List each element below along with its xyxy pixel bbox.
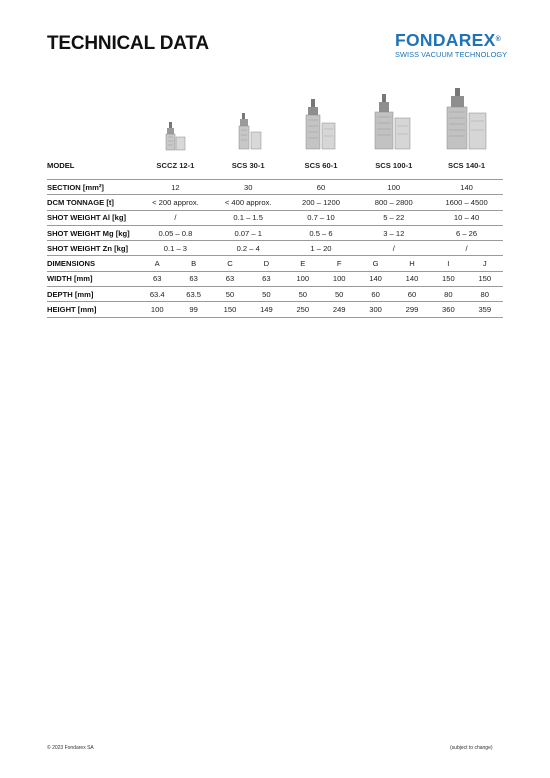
table-cell: B: [175, 256, 211, 271]
table-cell: H: [394, 256, 430, 271]
table-cell: /: [139, 210, 212, 225]
machine-image-scs-100-1: [372, 94, 412, 151]
table-cell: 0.7 – 10: [285, 210, 358, 225]
logo-tagline: SWISS VACUUM TECHNOLOGY: [395, 50, 508, 59]
table-cell: 0.1 – 3: [139, 241, 212, 256]
table-row: [47, 256, 503, 271]
row-label: WIDTH [mm]: [47, 271, 139, 286]
table-cell: C: [212, 256, 248, 271]
table-row: [47, 302, 503, 317]
table-cell: 63: [139, 271, 175, 286]
table-cell: 140: [357, 271, 393, 286]
row-label: DCM TONNAGE [t]: [47, 195, 139, 210]
table-cell: 1600 – 4500: [430, 195, 503, 210]
table-cell: 60: [394, 287, 430, 302]
table-cell: A: [139, 256, 175, 271]
row-label: SHOT WEIGHT Al [kg]: [47, 210, 139, 225]
table-cell: 299: [394, 302, 430, 317]
table-cell: 150: [212, 302, 248, 317]
table-cell: 150: [430, 271, 466, 286]
table-cell: 100: [321, 271, 357, 286]
table-cell: 50: [212, 287, 248, 302]
table-cell: 63: [175, 271, 211, 286]
table-cell: 800 – 2800: [357, 195, 430, 210]
model-name: SCS 60-1: [304, 160, 338, 170]
table-cell: 63.4: [139, 287, 175, 302]
row-label: SECTION [mm²]: [47, 180, 139, 195]
table-cell: 0.2 – 4: [212, 241, 285, 256]
machine-image-sccz-12-1: [163, 122, 187, 152]
table-cell: 100: [357, 180, 430, 195]
table-cell: 200 – 1200: [285, 195, 358, 210]
table-cell: 50: [321, 287, 357, 302]
table-cell: 0.05 – 0.8: [139, 225, 212, 240]
model-name: SCS 100-1: [375, 160, 413, 170]
table-cell: 100: [139, 302, 175, 317]
table-row: [47, 180, 503, 195]
table-row: [47, 210, 503, 225]
table-cell: I: [430, 256, 466, 271]
model-name: SCS 30-1: [231, 160, 265, 170]
copyright-notice: © 2023 Fondarex SA: [47, 745, 94, 751]
table-row: [47, 271, 503, 286]
table-row: [47, 195, 503, 210]
table-cell: 359: [467, 302, 503, 317]
table-cell: 12: [139, 180, 212, 195]
table-cell: 10 – 40: [430, 210, 503, 225]
table-row: [47, 225, 503, 240]
product-images: [0, 0, 550, 160]
table-cell: E: [285, 256, 321, 271]
table-cell: D: [248, 256, 284, 271]
machine-image-scs-30-1: [235, 113, 263, 151]
table-row: [47, 287, 503, 302]
table-cell: 1 – 20: [285, 241, 358, 256]
table-cell: 63.5: [175, 287, 211, 302]
table-cell: 5 – 22: [357, 210, 430, 225]
table-cell: 6 – 26: [430, 225, 503, 240]
machine-image-scs-140-1: [444, 88, 488, 151]
table-row: [47, 241, 503, 256]
table-cell: /: [357, 241, 430, 256]
table-cell: < 400 approx.: [212, 195, 285, 210]
table-cell: 100: [285, 271, 321, 286]
table-cell: 0.5 – 6: [285, 225, 358, 240]
table-cell: 30: [212, 180, 285, 195]
table-cell: 250: [285, 302, 321, 317]
table-cell: 63: [248, 271, 284, 286]
table-cell: 300: [357, 302, 393, 317]
table-cell: 149: [248, 302, 284, 317]
row-label: SHOT WEIGHT Mg [kg]: [47, 225, 139, 240]
table-cell: 80: [467, 287, 503, 302]
table-cell: 360: [430, 302, 466, 317]
row-label: DIMENSIONS: [47, 256, 139, 271]
subject-to-change-note: (subject to change): [450, 745, 493, 751]
table-cell: 3 – 12: [357, 225, 430, 240]
row-label: MODEL: [47, 160, 75, 170]
machine-image-scs-60-1: [303, 99, 337, 151]
table-cell: < 200 approx.: [139, 195, 212, 210]
row-label: DEPTH [mm]: [47, 287, 139, 302]
page-title: TECHNICAL DATA: [47, 33, 209, 54]
table-cell: 0.1 – 1.5: [212, 210, 285, 225]
row-label: HEIGHT [mm]: [47, 302, 139, 317]
table-cell: G: [357, 256, 393, 271]
model-row: [47, 158, 503, 172]
table-cell: 140: [394, 271, 430, 286]
technical-data-table: [47, 158, 503, 318]
table-cell: J: [467, 256, 503, 271]
table-cell: 63: [212, 271, 248, 286]
row-label: SHOT WEIGHT Zn [kg]: [47, 241, 139, 256]
table-cell: 80: [430, 287, 466, 302]
logo-registered-mark: ®: [495, 36, 502, 43]
model-name: SCS 140-1: [448, 160, 486, 170]
table-cell: 99: [175, 302, 211, 317]
table-cell: 50: [285, 287, 321, 302]
table-cell: 0.07 – 1: [212, 225, 285, 240]
model-name: SCCZ 12-1: [156, 160, 195, 170]
logo-wordmark: FONDAREX: [395, 30, 496, 50]
table-cell: 60: [357, 287, 393, 302]
table-cell: 60: [285, 180, 358, 195]
table-cell: 249: [321, 302, 357, 317]
table-cell: 150: [467, 271, 503, 286]
table-cell: 50: [248, 287, 284, 302]
table-cell: F: [321, 256, 357, 271]
table-cell: /: [430, 241, 503, 256]
table-cell: 140: [430, 180, 503, 195]
